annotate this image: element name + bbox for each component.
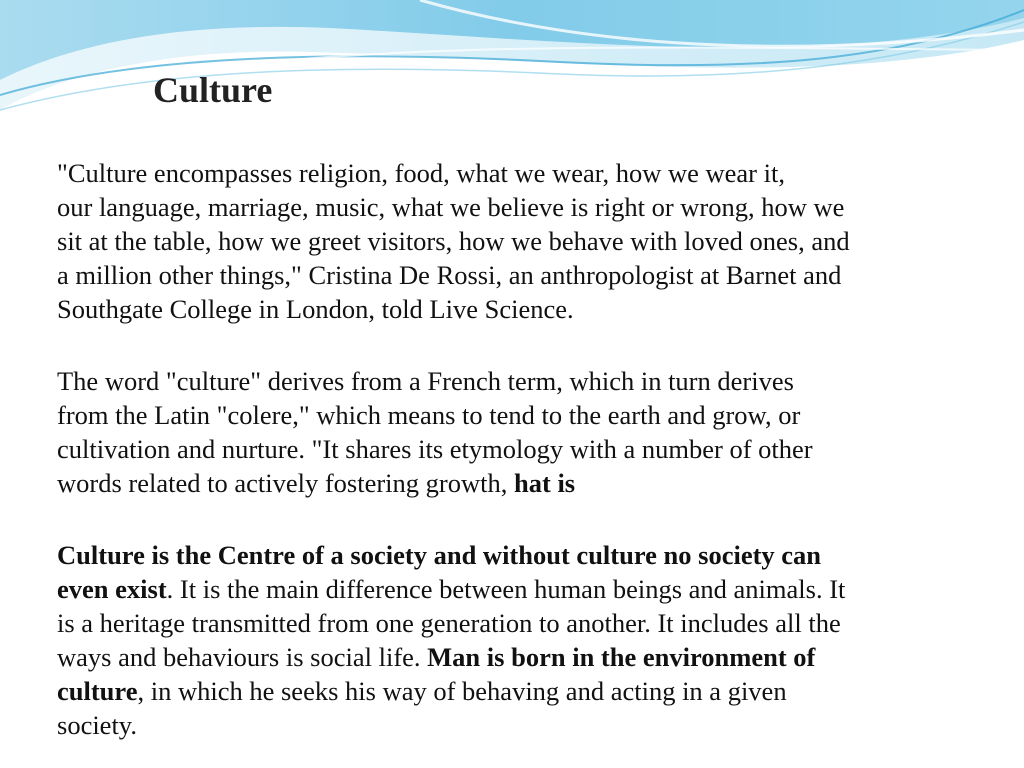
text-line <box>57 640 1007 674</box>
emphasized-text: culture <box>57 676 138 706</box>
text-segment: Southgate College in London, told Live Science. <box>57 294 574 324</box>
text-line <box>57 674 1007 708</box>
emphasized-text: even exist <box>57 574 167 604</box>
text-line <box>57 364 1007 398</box>
slide-body <box>57 156 1007 742</box>
emphasized-text: Culture is the Centre of a society and without culture no society can <box>57 540 822 570</box>
text-segment: sit at the table, how we greet visitors, how we behave with loved ones, and <box>57 226 850 256</box>
body-paragraph <box>57 156 1007 326</box>
emphasized-text: Man is born in the environment of <box>427 642 816 672</box>
text-segment: . It is the main difference between human beings and animals. It <box>166 574 846 604</box>
text-segment: our language, marriage, music, what we believe is right or wrong, how we <box>57 192 845 222</box>
text-segment: cultivation and nurture. "It shares its etymology with a number of other <box>57 434 813 464</box>
text-line <box>57 190 1007 224</box>
body-paragraph <box>57 538 1007 742</box>
text-line <box>57 466 1007 500</box>
text-line <box>57 708 1007 742</box>
text-line <box>57 292 1007 326</box>
text-line <box>57 224 1007 258</box>
text-line <box>57 156 1007 190</box>
text-segment: society. <box>57 710 137 740</box>
text-segment: , in which he seeks his way of behaving and acting in a given <box>137 676 787 706</box>
text-line <box>57 606 1007 640</box>
body-paragraph <box>57 364 1007 500</box>
text-line <box>57 432 1007 466</box>
text-line <box>57 258 1007 292</box>
text-line <box>57 538 1007 572</box>
slide-title: Culture <box>153 70 273 110</box>
text-segment: The word "culture" derives from a French term, which in turn derives <box>57 366 794 396</box>
text-segment: words related to actively fostering growth, <box>57 468 514 498</box>
text-line <box>57 398 1007 432</box>
emphasized-text: hat is <box>514 468 576 498</box>
text-segment: ways and behaviours is social life. <box>57 642 428 672</box>
text-segment: a million other things," Cristina De Rossi, an anthropologist at Barnet and <box>57 260 842 290</box>
text-segment: "Culture encompasses religion, food, what we wear, how we wear it, <box>57 158 785 188</box>
text-segment: from the Latin "colere," which means to tend to the earth and grow, or <box>57 400 801 430</box>
text-segment: is a heritage transmitted from one generation to another. It includes all the <box>57 608 841 638</box>
text-line <box>57 572 1007 606</box>
